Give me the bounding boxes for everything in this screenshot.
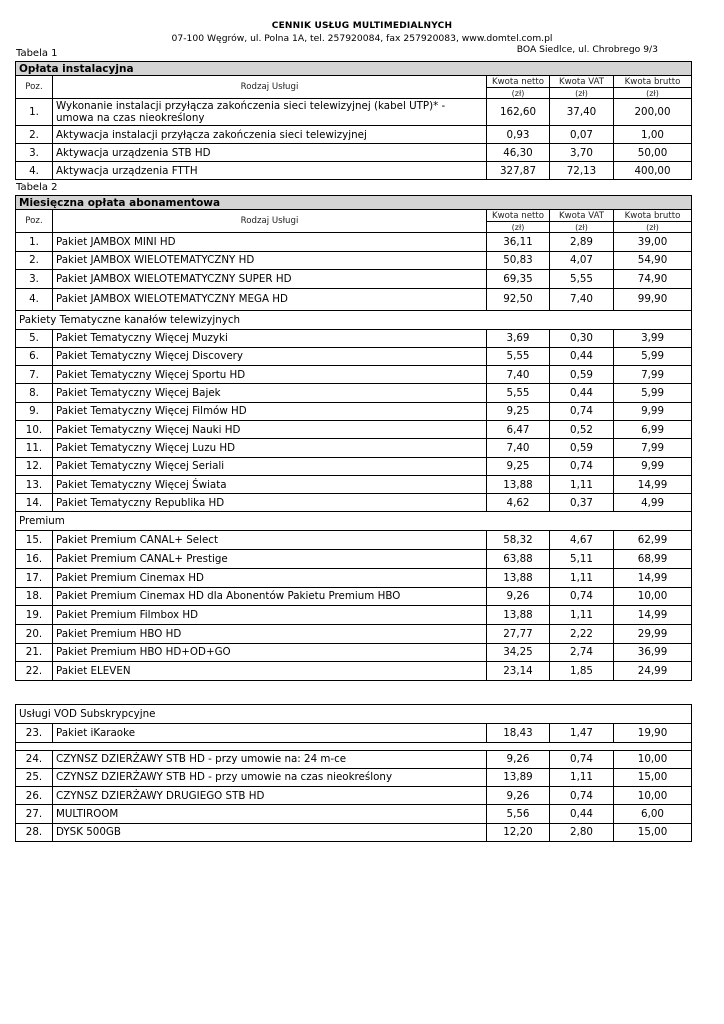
row-net-amount: 12,20: [487, 823, 550, 841]
row-net-amount: 4,62: [487, 494, 550, 512]
row-position: 15.: [16, 531, 53, 550]
table-row: [16, 750, 692, 768]
row-net-amount: 13,88: [487, 475, 550, 493]
row-service-name: Pakiet Premium HBO HD: [53, 624, 487, 643]
row-service-name: Pakiet Tematyczny Więcej Luzu HD: [53, 439, 487, 457]
row-service-name: Pakiet Tematyczny Republika HD: [53, 494, 487, 512]
table-row: [16, 475, 692, 493]
row-net-amount: 36,11: [487, 233, 550, 252]
table-row: [16, 99, 692, 126]
row-position: 10.: [16, 420, 53, 438]
row-net-amount: 9,26: [487, 587, 550, 606]
row-position: 3.: [16, 270, 53, 289]
additional-services-table: [15, 704, 692, 842]
row-gross-amount: 39,00: [614, 233, 692, 252]
row-service-name: Wykonanie instalacji przyłącza zakończenia sieci telewizyjnej (kabel UTP)* - umowa na czas nieokreślony: [53, 99, 487, 126]
row-position: 16.: [16, 550, 53, 569]
table-row: [16, 550, 692, 569]
row-vat-amount: 7,40: [550, 288, 614, 310]
installation-fee-table: [15, 61, 692, 180]
col-header-gross: Kwota brutto: [614, 210, 692, 222]
row-vat-amount: 0,59: [550, 439, 614, 457]
row-gross-amount: 7,99: [614, 439, 692, 457]
company-address: 07-100 Węgrów, ul. Polna 1A, tel. 257920084, fax 257920083, www.domtel.com.pl: [171, 33, 553, 44]
row-net-amount: 13,88: [487, 568, 550, 587]
row-vat-amount: 0,44: [550, 805, 614, 823]
col-header-service: Rodzaj Usługi: [53, 210, 487, 233]
row-gross-amount: 68,99: [614, 550, 692, 569]
row-gross-amount: 99,90: [614, 288, 692, 310]
row-position: 23.: [16, 724, 53, 743]
row-vat-amount: 1,47: [550, 724, 614, 743]
col-header-vat: Kwota VAT: [550, 210, 614, 222]
row-service-name: Pakiet ELEVEN: [53, 662, 487, 681]
row-vat-amount: 1,11: [550, 475, 614, 493]
category-premium: Premium: [16, 512, 692, 531]
row-gross-amount: 4,99: [614, 494, 692, 512]
row-vat-amount: 0,59: [550, 366, 614, 384]
row-position: 1.: [16, 233, 53, 252]
row-net-amount: 3,69: [487, 329, 550, 347]
row-position: 27.: [16, 805, 53, 823]
row-service-name: Pakiet Premium Cinemax HD: [53, 568, 487, 587]
row-position: 6.: [16, 347, 53, 365]
row-position: 21.: [16, 643, 53, 662]
row-position: 2.: [16, 251, 53, 270]
row-gross-amount: 400,00: [614, 162, 692, 180]
row-service-name: CZYNSZ DZIERŻAWY STB HD - przy umowie na: 24 m-ce: [53, 750, 487, 768]
table-row: [16, 126, 692, 144]
row-service-name: Pakiet Tematyczny Więcej Świata: [53, 475, 487, 493]
row-service-name: Pakiet JAMBOX WIELOTEMATYCZNY HD: [53, 251, 487, 270]
table-row: [16, 823, 692, 841]
row-net-amount: 6,47: [487, 420, 550, 438]
row-position: 2.: [16, 126, 53, 144]
table-row: [16, 329, 692, 347]
row-net-amount: 69,35: [487, 270, 550, 289]
row-gross-amount: 10,00: [614, 587, 692, 606]
row-position: 9.: [16, 402, 53, 420]
table-row: [16, 624, 692, 643]
row-vat-amount: 5,11: [550, 550, 614, 569]
col-header-net: Kwota netto: [487, 210, 550, 222]
table-row: [16, 724, 692, 743]
table-row: [16, 384, 692, 402]
row-gross-amount: 54,90: [614, 251, 692, 270]
row-gross-amount: 15,00: [614, 768, 692, 786]
row-gross-amount: 10,00: [614, 787, 692, 805]
table2-label: Tabela 2: [16, 182, 58, 193]
row-net-amount: 92,50: [487, 288, 550, 310]
row-gross-amount: 15,00: [614, 823, 692, 841]
row-service-name: Pakiet Premium Cinemax HD dla Abonentów Pakietu Premium HBO: [53, 587, 487, 606]
row-service-name: Pakiet Premium HBO HD+OD+GO: [53, 643, 487, 662]
row-position: 19.: [16, 606, 53, 625]
row-vat-amount: 1,85: [550, 662, 614, 681]
category-row: [16, 512, 692, 531]
table-row: [16, 144, 692, 162]
row-gross-amount: 6,99: [614, 420, 692, 438]
branch-address: BOA Siedlce, ul. Chrobrego 9/3: [516, 44, 658, 55]
column-header-row: [16, 210, 692, 222]
row-vat-amount: 2,89: [550, 233, 614, 252]
row-vat-amount: 0,74: [550, 457, 614, 475]
row-vat-amount: 0,07: [550, 126, 614, 144]
row-service-name: Pakiet Tematyczny Więcej Nauki HD: [53, 420, 487, 438]
spacer-cell: [16, 742, 692, 750]
unit-label-vat: (zł): [550, 222, 614, 233]
row-vat-amount: 0,37: [550, 494, 614, 512]
spacer-row: [16, 742, 692, 750]
row-net-amount: 7,40: [487, 439, 550, 457]
row-net-amount: 9,26: [487, 750, 550, 768]
table-row: [16, 662, 692, 681]
row-net-amount: 27,77: [487, 624, 550, 643]
row-gross-amount: 9,99: [614, 457, 692, 475]
row-gross-amount: 7,99: [614, 366, 692, 384]
unit-label-gross: (zł): [614, 222, 692, 233]
row-vat-amount: 1,11: [550, 568, 614, 587]
row-vat-amount: 0,74: [550, 402, 614, 420]
row-vat-amount: 1,11: [550, 606, 614, 625]
table-row: [16, 494, 692, 512]
row-net-amount: 5,55: [487, 384, 550, 402]
document-title: CENNIK USŁUG MULTIMEDIALNYCH: [271, 21, 453, 31]
row-vat-amount: 4,07: [550, 251, 614, 270]
row-position: 1.: [16, 99, 53, 126]
row-gross-amount: 9,99: [614, 402, 692, 420]
unit-label-net: (zł): [487, 222, 550, 233]
row-gross-amount: 6,00: [614, 805, 692, 823]
row-net-amount: 9,25: [487, 402, 550, 420]
row-position: 8.: [16, 384, 53, 402]
monthly-subscription-table: [15, 195, 692, 681]
table-row: [16, 787, 692, 805]
row-position: 5.: [16, 329, 53, 347]
row-net-amount: 13,88: [487, 606, 550, 625]
row-position: 17.: [16, 568, 53, 587]
row-vat-amount: 0,74: [550, 587, 614, 606]
row-service-name: Aktywacja instalacji przyłącza zakończenia sieci telewizyjnej: [53, 126, 487, 144]
col-header-net: Kwota netto: [487, 76, 550, 88]
row-gross-amount: 50,00: [614, 144, 692, 162]
row-service-name: Aktywacja urządzenia STB HD: [53, 144, 487, 162]
row-position: 3.: [16, 144, 53, 162]
row-vat-amount: 37,40: [550, 99, 614, 126]
table-row: [16, 402, 692, 420]
row-vat-amount: 2,22: [550, 624, 614, 643]
row-service-name: Pakiet iKaraoke: [53, 724, 487, 743]
category-row: [16, 310, 692, 329]
row-position: 12.: [16, 457, 53, 475]
table1-label: Tabela 1: [16, 48, 58, 59]
row-service-name: MULTIROOM: [53, 805, 487, 823]
table-row: [16, 606, 692, 625]
table-row: [16, 439, 692, 457]
row-vat-amount: 0,44: [550, 384, 614, 402]
col-header-service: Rodzaj Usługi: [53, 76, 487, 99]
row-net-amount: 46,30: [487, 144, 550, 162]
category-vod: Usługi VOD Subskrypcyjne: [16, 705, 692, 724]
table-row: [16, 162, 692, 180]
row-gross-amount: 74,90: [614, 270, 692, 289]
row-net-amount: 23,14: [487, 662, 550, 681]
row-net-amount: 58,32: [487, 531, 550, 550]
unit-label-net: (zł): [487, 88, 550, 99]
row-service-name: Pakiet Premium CANAL+ Prestige: [53, 550, 487, 569]
row-service-name: Aktywacja urządzenia FTTH: [53, 162, 487, 180]
table-row: [16, 233, 692, 252]
row-service-name: Pakiet JAMBOX MINI HD: [53, 233, 487, 252]
row-service-name: DYSK 500GB: [53, 823, 487, 841]
row-gross-amount: 3,99: [614, 329, 692, 347]
table-row: [16, 587, 692, 606]
row-service-name: Pakiet JAMBOX WIELOTEMATYCZNY SUPER HD: [53, 270, 487, 289]
col-header-poz: Poz.: [16, 210, 53, 233]
col-header-poz: Poz.: [16, 76, 53, 99]
row-net-amount: 5,56: [487, 805, 550, 823]
row-vat-amount: 4,67: [550, 531, 614, 550]
row-service-name: CZYNSZ DZIERŻAWY STB HD - przy umowie na czas nieokreślony: [53, 768, 487, 786]
unit-label-vat: (zł): [550, 88, 614, 99]
row-net-amount: 9,26: [487, 787, 550, 805]
row-net-amount: 0,93: [487, 126, 550, 144]
unit-label-gross: (zł): [614, 88, 692, 99]
row-gross-amount: 24,99: [614, 662, 692, 681]
row-position: 14.: [16, 494, 53, 512]
row-vat-amount: 0,44: [550, 347, 614, 365]
row-service-name: Pakiet JAMBOX WIELOTEMATYCZNY MEGA HD: [53, 288, 487, 310]
row-vat-amount: 0,52: [550, 420, 614, 438]
row-gross-amount: 14,99: [614, 568, 692, 587]
row-position: 28.: [16, 823, 53, 841]
row-service-name: Pakiet Tematyczny Więcej Sportu HD: [53, 366, 487, 384]
row-vat-amount: 72,13: [550, 162, 614, 180]
row-gross-amount: 14,99: [614, 606, 692, 625]
category-thematic-packages: Pakiety Tematyczne kanałów telewizyjnych: [16, 310, 692, 329]
row-service-name: Pakiet Premium Filmbox HD: [53, 606, 487, 625]
table-row: [16, 347, 692, 365]
table-row: [16, 420, 692, 438]
row-position: 18.: [16, 587, 53, 606]
row-gross-amount: 1,00: [614, 126, 692, 144]
row-vat-amount: 1,11: [550, 768, 614, 786]
row-service-name: Pakiet Tematyczny Więcej Seriali: [53, 457, 487, 475]
section-title: Miesięczna opłata abonamentowa: [16, 196, 692, 210]
row-net-amount: 63,88: [487, 550, 550, 569]
table-row: [16, 366, 692, 384]
table-row: [16, 768, 692, 786]
row-gross-amount: 10,00: [614, 750, 692, 768]
row-net-amount: 5,55: [487, 347, 550, 365]
row-gross-amount: 14,99: [614, 475, 692, 493]
table-row: [16, 643, 692, 662]
row-gross-amount: 5,99: [614, 347, 692, 365]
row-position: 20.: [16, 624, 53, 643]
row-position: 24.: [16, 750, 53, 768]
row-gross-amount: 29,99: [614, 624, 692, 643]
table-row: [16, 568, 692, 587]
row-position: 4.: [16, 162, 53, 180]
row-vat-amount: 0,74: [550, 787, 614, 805]
row-net-amount: 7,40: [487, 366, 550, 384]
row-net-amount: 13,89: [487, 768, 550, 786]
col-header-gross: Kwota brutto: [614, 76, 692, 88]
table-row: [16, 270, 692, 289]
section-title-row: [16, 196, 692, 210]
row-net-amount: 162,60: [487, 99, 550, 126]
row-position: 22.: [16, 662, 53, 681]
row-position: 4.: [16, 288, 53, 310]
table-row: [16, 457, 692, 475]
row-net-amount: 327,87: [487, 162, 550, 180]
column-header-row: [16, 76, 692, 88]
col-header-vat: Kwota VAT: [550, 76, 614, 88]
row-service-name: Pakiet Tematyczny Więcej Discovery: [53, 347, 487, 365]
row-vat-amount: 2,74: [550, 643, 614, 662]
row-vat-amount: 2,80: [550, 823, 614, 841]
row-service-name: Pakiet Tematyczny Więcej Filmów HD: [53, 402, 487, 420]
category-row: [16, 705, 692, 724]
section-title-row: [16, 62, 692, 76]
row-service-name: Pakiet Tematyczny Więcej Bajek: [53, 384, 487, 402]
row-gross-amount: 5,99: [614, 384, 692, 402]
row-net-amount: 50,83: [487, 251, 550, 270]
row-service-name: Pakiet Premium CANAL+ Select: [53, 531, 487, 550]
row-service-name: CZYNSZ DZIERŻAWY DRUGIEGO STB HD: [53, 787, 487, 805]
row-vat-amount: 0,74: [550, 750, 614, 768]
row-gross-amount: 62,99: [614, 531, 692, 550]
row-gross-amount: 19,90: [614, 724, 692, 743]
row-vat-amount: 5,55: [550, 270, 614, 289]
row-service-name: Pakiet Tematyczny Więcej Muzyki: [53, 329, 487, 347]
row-gross-amount: 36,99: [614, 643, 692, 662]
row-net-amount: 18,43: [487, 724, 550, 743]
row-vat-amount: 0,30: [550, 329, 614, 347]
row-position: 13.: [16, 475, 53, 493]
row-vat-amount: 3,70: [550, 144, 614, 162]
row-position: 7.: [16, 366, 53, 384]
row-position: 25.: [16, 768, 53, 786]
table-row: [16, 805, 692, 823]
row-position: 26.: [16, 787, 53, 805]
row-position: 11.: [16, 439, 53, 457]
table-row: [16, 531, 692, 550]
row-net-amount: 9,25: [487, 457, 550, 475]
row-gross-amount: 200,00: [614, 99, 692, 126]
row-net-amount: 34,25: [487, 643, 550, 662]
table-row: [16, 288, 692, 310]
table-row: [16, 251, 692, 270]
section-title: Opłata instalacyjna: [16, 62, 692, 76]
